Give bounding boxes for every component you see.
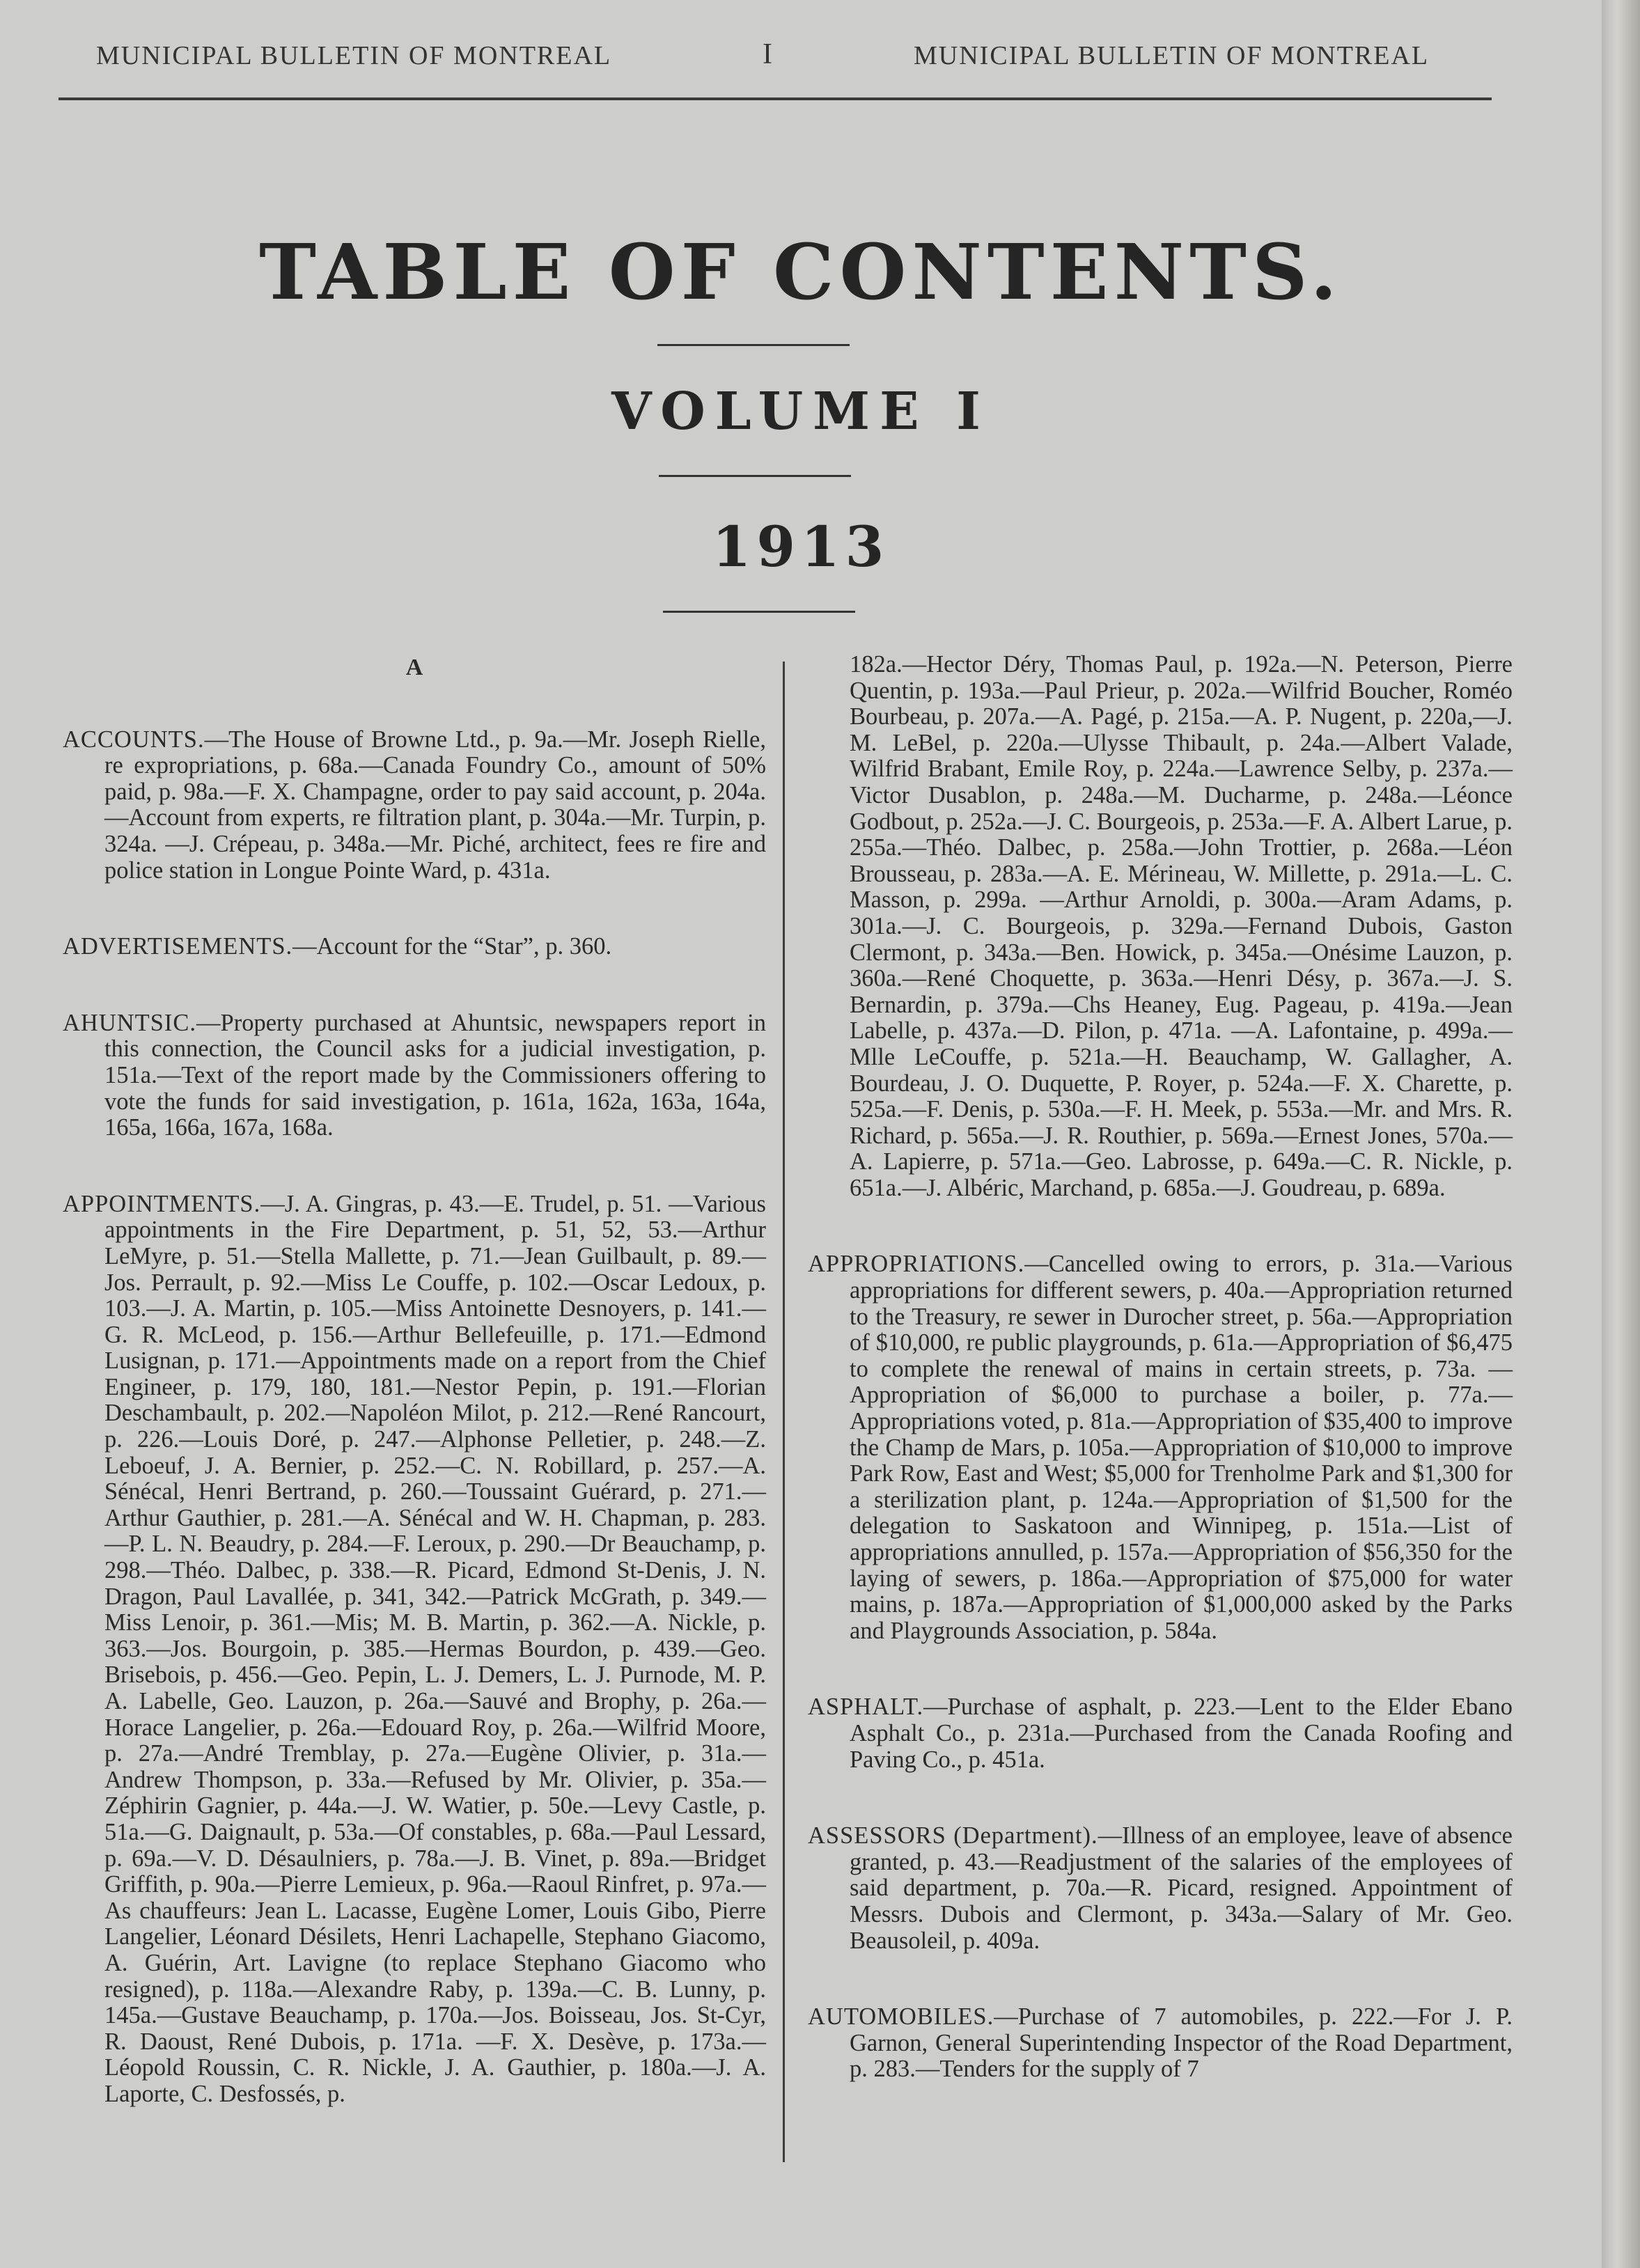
- entry-heading: AUTOMOBILES.: [808, 2003, 994, 2031]
- index-entry-appointments-continued: 182a.—Hector Déry, Thomas Paul, p. 192a.—N. Peterson, Pierre Quentin, p. 193a.—Paul Prieur, p. 202a.—Wilfrid Boucher, Roméo Bourbeau, p. 207a.—A. Pagé, p. 215a.—A. P. Nugent, p. 220a,—J. M. LeBel, p. 220a.—Ulysse Thibault, p. 24a.—Albert Valade, Wilfrid Brabant, Emile Roy, p. 224a.—Lawrence Selby, p. 237a.—Victor Dusablon, p. 248a.—M. Ducharme, p. 248a.—Léonce Godbout, p. 252a.—J. C. Bourgeois, p. 253a.—F. A. Albert Larue, p. 255a.—Théo. Dalbec, p. 258a.—John Trottier, p. 268a.—Léon Brousseau, p. 283a.—A. E. Mérineau, W. Millette, p. 291a.—L. C. Masson, p. 299a. —Arthur Arnoldi, p. 300a.—Aram Adams, p. 301a.—J. C. Bourgeois, p. 329a.—Fernand Dubois, Gaston Clermont, p. 343a.—Ben. Howick, p. 345a.—Onésime Lauzon, p. 360a.—René Choquette, p. 363a.—Henri Désy, p. 367a.—J. S. Bernardin, p. 379a.—Chs Heaney, Eug. Pageau, p. 419a.—Jean Labelle, p. 437a.—D. Pilon, p. 471a. —A. Lafontaine, p. 499a.—Mlle LeCouffe, p. 521a.—H. Beauchamp, W. Gallagher, A. Bourdeau, J. O. Duquette, P. Royer, p. 524a.—F. X. Charette, p. 525a.—F. Denis, p. 530a.—F. H. Meek, p. 553a.—Mr. and Mrs. R. Richard, p. 565a.—J. R. Routhier, p. 569a.—Ernest Jones, 570a.—A. Lapierre, p. 571a.—Geo. Labrosse, p. 649a.—C. R. Nickle, p. 651a.—J. Albéric, Marchand, p. 685a.—J. Goudreau, p. 689a.: [850, 651, 1513, 1201]
- page-number: I: [763, 38, 772, 70]
- entry-text: —Account for the “Star”, p. 360.: [292, 933, 612, 960]
- entry-heading: AHUNTSIC.: [63, 1009, 197, 1036]
- entry-heading: ASSESSORS (Department).: [808, 1822, 1098, 1849]
- year-rule: [663, 611, 855, 613]
- header-rule: [58, 97, 1492, 100]
- index-entry-accounts: [63, 727, 766, 884]
- entry-heading: ADVERTISEMENTS.: [63, 933, 293, 960]
- left-column: [63, 655, 766, 2158]
- index-entry-appointments: [63, 1191, 766, 2108]
- index-entry-advertisements: [63, 934, 766, 960]
- running-head-left: MUNICIPAL BULLETIN OF MONTREAL: [96, 41, 612, 70]
- entry-text: —The House of Browne Ltd., p. 9a.—Mr. Joseph Rielle, re expropriations, p. 68a.—Canada Foundry Co., amount of 50% paid, p. 98a.—F. X. Champagne, order to pay said account, p. 204a.—Account from experts, re filtration plant, p. 304a.—Mr. Turpin, p. 324a. —J. Crépeau, p. 348a.—Mr. Piché, architect, fees re fire and police station in Longue Pointe Ward, p. 431a.: [104, 726, 766, 884]
- entry-heading: ACCOUNTS.: [63, 726, 205, 753]
- entry-text: —Cancelled owing to errors, p. 31a.—Various appropriations for different sewers, p. 40a.—Appropriation returned to the Treasury, re sewer in Durocher street, p. 56a.—Appropriation of $10,000, re public playgrounds, p. 61a.—Appropriation of $6,475 to complete the renewal of mains in certain streets, p. 73a. —Appropriation of $6,000 to purchase a boiler, p. 77a.—Appropriations voted, p. 81a.—Appropriation of $35,400 to improve the Champ de Mars, p. 105a.—Appropriation of $10,000 to improve Park Row, East and West; $5,000 for Trenholme Park and $1,300 for a sterilization plant, p. 124a.—Appropriation of $1,500 for the delegation to Saskatoon and Winnipeg, p. 151a.—List of appropriations annulled, p. 157a.—Appropriation of $56,350 for the laying of sewers, p. 186a.—Appropriation of $75,000 for water mains, p. 187a.—Appropriation of $1,000,000 asked by the Parks and Playgrounds Association, p. 584a.: [850, 1251, 1513, 1644]
- index-entry-assessors: [808, 1823, 1513, 1954]
- entry-text: —Purchase of asphalt, p. 223.—Lent to the Elder Ebano Asphalt Co., p. 231a.—Purchased from the Canada Roofing and Paving Co., p. 451a.: [850, 1694, 1513, 1773]
- index-entry-asphalt: [808, 1694, 1513, 1773]
- entry-text: —Illness of an employee, leave of absence granted, p. 43.—Readjustment of the salaries of the employees of said department, p. 70a.—R. Picard, resigned. Appointment of Messrs. Dubois and Clermont, p. 343a.—Salary of Mr. Geo. Beausoleil, p. 409a.: [850, 1822, 1513, 1954]
- year-heading: 1913: [712, 514, 890, 579]
- running-head-right: MUNICIPAL BULLETIN OF MONTREAL: [914, 41, 1430, 70]
- entry-heading: APPOINTMENTS.: [63, 1190, 261, 1217]
- index-entry-appropriations: [808, 1251, 1513, 1644]
- entry-heading: ASPHALT.: [808, 1694, 924, 1721]
- page-edge: [1602, 0, 1640, 2268]
- entry-heading: APPROPRIATIONS.: [808, 1251, 1025, 1278]
- title-rule: [657, 344, 850, 346]
- entry-text: —Purchase of 7 automobiles, p. 222.—For J. P. Garnon, General Superintending Inspector of the Road Department, p. 283.—Tenders for the supply of 7: [850, 2003, 1513, 2083]
- section-letter: A: [405, 655, 423, 680]
- index-entry-ahuntsic: [63, 1010, 766, 1141]
- volume-rule: [659, 475, 851, 477]
- entry-text: —J. A. Gingras, p. 43.—E. Trudel, p. 51. —Various appointments in the Fire Department, p. 51, 52, 53.—Arthur LeMyre, p. 51.—Stella Mallette, p. 71.—Jean Guilbault, p. 89.—Jos. Perrault, p. 92.—Miss Le Couffe, p. 102.—Oscar Ledoux, p. 103.—J. A. Martin, p. 105.—Miss Antoinette Desnoyers, p. 141.—G. R. McLeod, p. 156.—Arthur Bellefeuille, p. 171.—Edmond Lusignan, p. 171.—Appointments made on a report from the Chief Engineer, p. 179, 180, 181.—Nestor Pepin, p. 191.—Florian Deschambault, p. 202.—Napoléon Milot, p. 212.—René Rancourt, p. 226.—Louis Doré, p. 247.—Alphonse Pelletier, p. 248.—Z. Leboeuf, J. A. Bernier, p. 252.—C. N. Robillard, p. 257.—A. Sénécal, Henri Bertrand, p. 260.—Toussaint Guérard, p. 271.—Arthur Gauthier, p. 281.—A. Sénécal and W. H. Chapman, p. 283. —P. L. N. Beaudry, p. 284.—F. Leroux, p. 290.—Dr Beauchamp, p. 298.—Théo. Dalbec, p. 338.—R. Picard, Edmond St-Denis, J. N. Dragon, Paul Lavallée, p. 341, 342.—Patrick McGrath, p. 349.—Miss Lenoir, p. 361.—Mis; M. B. Martin, p. 362.—A. Nickle, p. 363.—Jos. Bourgoin, p. 385.—Hermas Bourdon, p. 439.—Geo. Brisebois, p. 456.—Geo. Pepin, L. J. Demers, L. J. Purnode, M. P. A. Labelle, Geo. Lauzon, p. 26a.—Sauvé and Brophy, p. 26a.—Horace Langelier, p. 26a.—Edouard Roy, p. 26a.—Wilfrid Moore, p. 27a.—André Tremblay, p. 27a.—Eugène Olivier, p. 31a.—Andrew Thompson, p. 33a.—Refused by Mr. Olivier, p. 35a.—Zéphirin Gagnier, p. 44a.—J. W. Watier, p. 50e.—Levy Castle, p. 51a.—G. Daignault, p. 53a.—Of constables, p. 68a.—Paul Lessard, p. 69a.—V. D. Désaulniers, p. 78a.—J. B. Vinet, p. 89a.—Bridget Griffith, p. 90a.—Pierre Lemieux, p. 96a.—Raoul Rinfret, p. 97a.—As chauffeurs: Jean L. Lacasse, Eugène Lomer, Louis Gibo, Pierre Langelier, Léonard Désilets, Henri Lachapelle, Stephano Giacomo, A. Guérin, Art. Lavigne (to replace Stephano Giacomo who resigned), p. 118a.—Alexandre Raby, p. 139a.—C. B. Lunny, p. 145a.—Gustave Beauchamp, p. 170a.—Jos. Boisseau, Jos. St-Cyr, R. Daoust, René Dubois, p. 171a. —F. X. Desève, p. 173a.—Léopold Roussin, C. R. Nickle, J. A. Gauthier, p. 180a.—J. A. Laporte, C. Desfossés, p.: [104, 1190, 766, 2107]
- right-column: [808, 652, 1513, 2133]
- index-entry-automobiles: [808, 2004, 1513, 2083]
- column-divider: [783, 662, 785, 2162]
- entry-text: —Property purchased at Ahuntsic, newspapers report in this connection, the Council asks for a judicial investigation, p. 151a.—Text of the report made by the Commissioners offering to vote the funds for said investigation, p. 161a, 162a, 163a, 164a, 165a, 166a, 167a, 168a.: [104, 1009, 766, 1141]
- page-title: TABLE OF CONTENTS.: [259, 227, 1343, 317]
- volume-heading: VOLUME I: [611, 382, 990, 441]
